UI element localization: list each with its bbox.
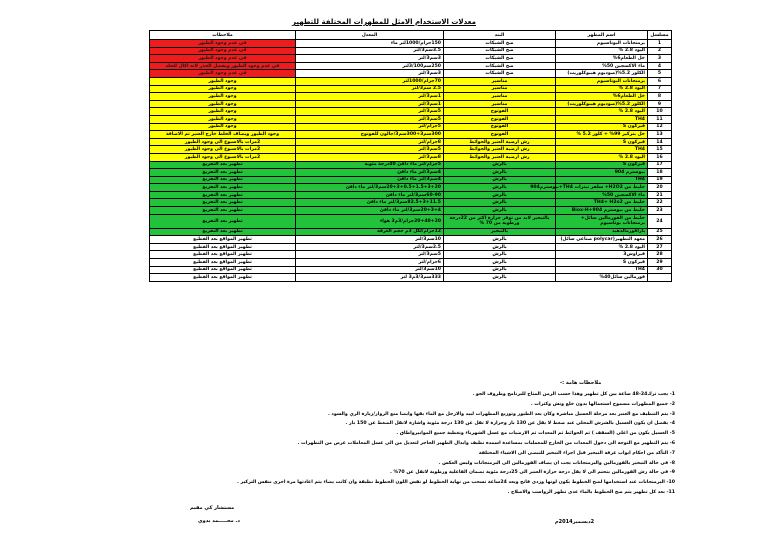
- note-item: 1- يجب ترك24-48 ساعة بين كل تطهير وهذا حسب الزمن المتاح للبرنامج وظروف الجو .: [472, 392, 675, 397]
- table-row: [150, 259, 672, 267]
- table-row: [150, 207, 672, 215]
- row-rate: 3سم3/لتر: [296, 55, 444, 63]
- row-disinfectant-name: TH4: [556, 266, 648, 274]
- document-date: 2ديسمبر2014م: [555, 519, 595, 525]
- row-item: بالرش: [444, 161, 556, 169]
- row-rate: 2.5سم3/لتر: [296, 243, 444, 251]
- row-number: 11: [648, 115, 672, 123]
- row-number: 1: [648, 40, 672, 48]
- row-item: بالرش: [444, 259, 556, 267]
- row-rate: 250سم3/100لتر: [296, 62, 444, 70]
- table-row: [150, 228, 672, 236]
- row-note: تطهير بعد التفريغ: [150, 169, 296, 177]
- row-note: تطهير بعد التفريغ: [150, 161, 296, 169]
- row-disinfectant-name: TH4: [556, 176, 648, 184]
- row-rate: 333سم3/3م3 لتر: [296, 274, 444, 282]
- row-item: رش ارضية العنبر والحوائط: [444, 153, 556, 161]
- row-item: ضخ الشبكات: [444, 70, 556, 78]
- row-item: مناسير: [444, 77, 556, 85]
- row-number: 18: [648, 169, 672, 177]
- row-disinfectant-name: ماء الاكسجين 50%: [556, 191, 648, 199]
- row-disinfectant-name: خل الطعام6%: [556, 93, 648, 101]
- row-disinfectant-name: اليود 2.8 %: [556, 85, 648, 93]
- row-rate: 12جرام/لكل 3م حجم الغرفة: [296, 228, 444, 236]
- signature-name: مستشار كي مقيم: [190, 505, 235, 511]
- row-number: 8: [648, 93, 672, 101]
- row-number: 13: [648, 131, 672, 139]
- row-rate: 10سم3/لتر: [296, 236, 444, 244]
- table-row: [150, 108, 672, 116]
- row-disinfectant-name: خليط من H2O2+ سلفر نيترات TH4+بيوسترم904: [556, 184, 648, 192]
- row-disinfectant-name: خل بتركيز 99% + كلور 5.2 %: [556, 131, 648, 139]
- row-item: بالرش: [444, 207, 556, 215]
- header-notes: ملاحظات: [150, 31, 296, 40]
- row-disinfectant-name: اليود 2.8 %: [556, 108, 648, 116]
- row-item: بالتبخير لابد من توفر حرارة اكثر من 22درجة ورطوبة من 70 %: [444, 214, 556, 228]
- table-row: [150, 266, 672, 274]
- row-note: وجود الطيور: [150, 85, 296, 93]
- table-row: [150, 131, 672, 139]
- table-row: [150, 70, 672, 78]
- row-note: تطهير بعد التفريغ: [150, 207, 296, 215]
- row-disinfectant-name: معهد التطهير(polycar صناعي سائل): [556, 236, 648, 244]
- table-header-row: [150, 31, 672, 40]
- row-rate: 5سم3/لتر: [296, 108, 444, 116]
- row-disinfectant-name: اليود 2.8 %: [556, 47, 648, 55]
- note-item: 6- يتم التطهير مع التوجه الى دخول المعدات من الخارج للمعملبات بمساعدة اسمدة نظيف وابدال الطهير الحاجز لتعديل من الى غسل المعاملات غرض من التطهرات .: [297, 440, 675, 446]
- row-rate: 3سم3/لتر: [296, 70, 444, 78]
- row-note: في عدم وجود الطيور ويفضل الحذر لانه اكال للجلد: [150, 62, 296, 70]
- row-number: 22: [648, 199, 672, 207]
- row-disinfectant-name: ماء الاكسجين 50%: [556, 62, 648, 70]
- row-disinfectant-name: فيركون S: [556, 123, 648, 131]
- row-note: في عدم وجود الطيور: [150, 47, 296, 55]
- row-rate: 150جرام/1000لتر ماء: [296, 40, 444, 48]
- row-rate: 4سم3/لتر ماء دافئ: [296, 169, 444, 177]
- table-row: [150, 251, 672, 259]
- row-number: 6: [648, 77, 672, 85]
- row-note: في عدم وجود الطيور: [150, 55, 296, 63]
- row-rate: 2.5 سم3/لتر: [296, 85, 444, 93]
- row-item: مناسير: [444, 100, 556, 108]
- row-note: وجود الطيور: [150, 100, 296, 108]
- row-item: رش ارضية العنبر والحوائط: [444, 146, 556, 154]
- row-item: بالرش: [444, 169, 556, 177]
- table-row: [150, 100, 672, 108]
- row-number: 30: [648, 266, 672, 274]
- row-note: 2مرات بالاسبوع الى وجود الطيور: [150, 138, 296, 146]
- table-row: [150, 169, 672, 177]
- row-disinfectant-name: فورمالين سائل40%: [556, 274, 648, 282]
- table-row: [150, 47, 672, 55]
- row-item: ضخ الشبكات: [444, 40, 556, 48]
- row-note: تطهير المواقع بعد القطيع: [150, 251, 296, 259]
- row-item: ضخ الشبكات: [444, 62, 556, 70]
- note-item: 9- في حالة رش الفورمالين يتحتم الى لا يقل درجة حرارة العنبر الى 25درجة مئوية تضمان الفاعلية ورطوبة لاتقل عن 70% .: [390, 470, 675, 476]
- header-name: اسم المطهر: [556, 31, 648, 40]
- note-item: 8- في حالة التبخير بالفورمالين والبرمنجانات يجب ان يضاف الفورمالين الى البرمنجانات وليس العكس .: [438, 460, 675, 466]
- row-number: 19: [648, 176, 672, 184]
- header-item: البند: [444, 31, 556, 40]
- row-item: بالرش: [444, 236, 556, 244]
- table-row: [150, 115, 672, 123]
- table-row: [150, 62, 672, 70]
- row-rate: 10سم3/لتر: [296, 266, 444, 274]
- row-note: وجود الطيور: [150, 123, 296, 131]
- table-row: [150, 77, 672, 85]
- note-item: 11- بعد كل تطهير يتم ضخ الخطوط بالماء عدى تطهر الرواسب والاصلاح .: [507, 489, 675, 495]
- row-number: 20: [648, 184, 672, 192]
- row-item: بالرش: [444, 199, 556, 207]
- row-item: بالرش: [444, 251, 556, 259]
- note-item: 10- البرمنجانات عند استخدامها لضخ الخطوط يكون لونها وردى فاتح وبعد 24ساعة تسحب من نهاية الخطوط لو نفس اللون الخطوط نظيفة وان كانت يضاء يتم اعادتها مرة اخرى بنفس التركيز .: [237, 480, 675, 486]
- row-number: 14: [648, 138, 672, 146]
- row-disinfectant-name: اليود 2.8 %: [556, 153, 648, 161]
- table-row: [150, 40, 672, 48]
- table-row: [150, 184, 672, 192]
- table-row: [150, 176, 672, 184]
- row-note: تطهير المواقع بعد القطيع: [150, 259, 296, 267]
- row-number: [648, 274, 672, 282]
- note-item: 2- جميع المطهرات مسموح استعمالها بدون خلع ونش وكثرات .: [530, 401, 675, 407]
- table-row: [150, 236, 672, 244]
- table-row: [150, 55, 672, 63]
- table-row: [150, 93, 672, 101]
- row-disinfectant-name: خليط من TH4+ H2o2: [556, 199, 648, 207]
- table-row: [150, 274, 672, 282]
- row-number: 17: [648, 161, 672, 169]
- table-row: [150, 191, 672, 199]
- row-rate: 60-90سم3/لتر ماء دافئ: [296, 191, 444, 199]
- table-row: [150, 153, 672, 161]
- row-rate: 300سم3+300سم3/جالون للفوتوج: [296, 131, 444, 139]
- row-disinfectant-name: بارافورمالدهيد: [556, 228, 648, 236]
- row-note: تطهير بعد التفريغ: [150, 228, 296, 236]
- row-note: تطهير بعد التفريغ: [150, 199, 296, 207]
- row-note: تطهير بعد التفريغ: [150, 184, 296, 192]
- notes-list: [120, 390, 675, 498]
- note-item: 3- يتم التنظيف مع العنبر بعد مرحلة الغسيل مباشرة وكان بعد الطيور وتوزيع المطهرات لبيد والارجل مع الماء بقها وايضا منع الزوار/زيارة الزي والسود .: [328, 411, 675, 417]
- row-number: 27: [648, 243, 672, 251]
- row-number: 21: [648, 191, 672, 199]
- row-disinfectant-name: فيركون S: [556, 138, 648, 146]
- row-item: بالرش: [444, 266, 556, 274]
- row-item: الفوتوج: [444, 123, 556, 131]
- row-note: 2مرات بالاسبوع الى وجود الطيور: [150, 153, 296, 161]
- row-rate: 8سم3/لتر: [296, 153, 444, 161]
- row-number: 25: [648, 228, 672, 236]
- row-disinfectant-name: اليود 2.8 %: [556, 243, 648, 251]
- row-number: 7: [648, 85, 672, 93]
- row-number: 24: [648, 214, 672, 228]
- table-row: [150, 123, 672, 131]
- table-row: [150, 138, 672, 146]
- table-row: [150, 199, 672, 207]
- row-rate: 4سم3/لتر ماء دافئ: [296, 176, 444, 184]
- row-rate: 82.5+3+11.5سم3/لتر ماء دافئ: [296, 199, 444, 207]
- row-item: بالرش: [444, 243, 556, 251]
- row-item: بالتبخير: [444, 228, 556, 236]
- row-number: 2: [648, 47, 672, 55]
- row-number: 26: [648, 236, 672, 244]
- row-rate: 20+40+20جرام/3م3 هواء: [296, 214, 444, 228]
- row-note: وجود الطيور: [150, 77, 296, 85]
- row-item: رش ارضية العنبر والحوائط: [444, 138, 556, 146]
- row-rate: 5سم3/لتر: [296, 146, 444, 154]
- table-row: [150, 243, 672, 251]
- row-note: وجود الطيور: [150, 115, 296, 123]
- row-rate: 5سم3/لتر: [296, 251, 444, 259]
- row-item: بالرش: [444, 274, 556, 282]
- row-disinfectant-name: الكلور 5.2%(صوديوم هيبوكلوريت): [556, 100, 648, 108]
- row-rate: 20+3+0.5+1.5+3+20سم3/لتر ماء دافئ: [296, 184, 444, 192]
- row-disinfectant-name: بيوسترم 904: [556, 169, 648, 177]
- row-note: في عدم وجود الطيور: [150, 70, 296, 78]
- row-item: بالرش: [444, 176, 556, 184]
- row-number: 29: [648, 259, 672, 267]
- row-disinfectant-name: فيراوس3: [556, 251, 648, 259]
- row-rate: 5سم3/لتر: [296, 115, 444, 123]
- row-disinfectant-name: TH4: [556, 115, 648, 123]
- header-no: مسلسل: [648, 31, 672, 40]
- row-item: الفوتوج: [444, 108, 556, 116]
- row-note: تطهير بعد التفريغ: [150, 214, 296, 228]
- row-disinfectant-name: فيركون S: [556, 161, 648, 169]
- row-number: 23: [648, 207, 672, 215]
- row-item: ضخ الشبكات: [444, 47, 556, 55]
- disinfectant-rates-table: [149, 30, 672, 282]
- document-title: معدلات الاستخدام الامثل للمطهرات المختلفة للتطهير: [292, 18, 476, 26]
- row-rate: 1سم3/لتر: [296, 93, 444, 101]
- row-disinfectant-name: برمنجانات البوتاسيوم: [556, 40, 648, 48]
- row-number: 3: [648, 55, 672, 63]
- row-rate: 1سم3/لتر: [296, 100, 444, 108]
- row-note: تطهير بعد التفريغ: [150, 191, 296, 199]
- row-item: ضخ الشبكات: [444, 55, 556, 63]
- table-row: [150, 85, 672, 93]
- row-note: تطهير بعد التفريغ: [150, 176, 296, 184]
- row-disinfectant-name: الكلور 5.2%(صوديوم هيبوكلوريت): [556, 70, 648, 78]
- row-number: 12: [648, 123, 672, 131]
- table-row: [150, 146, 672, 154]
- table-body: [150, 40, 672, 282]
- note-item: 5- الغسيل يكون من اعلى (السقف ) ثم الحوائط ثم المعدات ثم الارضيات مع غسل الشهرباء وتغطية جميع الموابيرواطاق .: [396, 431, 675, 437]
- table-row: [150, 161, 672, 169]
- row-number: 10: [648, 108, 672, 116]
- row-disinfectant-name: فيركون S: [556, 259, 648, 267]
- row-rate: 8جرام/لتر: [296, 138, 444, 146]
- row-disinfectant-name: خليط من بيوسترم Biox-H+904: [556, 207, 648, 215]
- row-note: وجود الطيور ويضاف الخلط خارج العنبر ثم الاضافة: [150, 131, 296, 139]
- row-number: 28: [648, 251, 672, 259]
- row-note: تطهير المواقع بعد القطيع: [150, 236, 296, 244]
- row-number: 5: [648, 70, 672, 78]
- row-note: تطهير المواقع بعد القطيع: [150, 266, 296, 274]
- notes-title: ملاحظات هامة :-: [560, 380, 602, 386]
- row-rate: 70جرام/1000لتر: [296, 77, 444, 85]
- row-item: مناسير: [444, 93, 556, 101]
- row-number: 16: [648, 153, 672, 161]
- row-note: وجود الطيور: [150, 93, 296, 101]
- signature-title: د. محـــــمد بدوي: [198, 518, 240, 524]
- row-item: مناسير: [444, 85, 556, 93]
- row-disinfectant-name: خل الطعام6%: [556, 55, 648, 63]
- row-rate: 20+3+4سم3/لتر ماء دافئ: [296, 207, 444, 215]
- header-rate: المعدل: [296, 31, 444, 40]
- row-rate: 3.5سم3/لتر: [296, 47, 444, 55]
- row-item: بالرش: [444, 184, 556, 192]
- row-rate: 5جرام/لتر ماء دافئ 40درجة مئوية: [296, 161, 444, 169]
- row-disinfectant-name: TH4: [556, 146, 648, 154]
- row-item: الفوتوج: [444, 115, 556, 123]
- table-row: [150, 214, 672, 228]
- row-disinfectant-name: برمنجانات البوتاسيوم: [556, 77, 648, 85]
- row-rate: 6جرام/لتر: [296, 259, 444, 267]
- note-item: 7- التأكد من احكام ابواب غرفة التبخير قبل اجراء التبخير للتبضى الى الاشياء المختلفة: [478, 450, 675, 456]
- row-note: وجود الطيور: [150, 108, 296, 116]
- row-note: في عدم وجود الطيور: [150, 40, 296, 48]
- row-number: 15: [648, 146, 672, 154]
- row-item: بالرش: [444, 191, 556, 199]
- row-note: تطهير المواقع بعد القطيع: [150, 274, 296, 282]
- note-item: 4- يفضل ان يكون الغسيل بالشرش المحلي عند ضغط لا يقل عن 130 بار وحرارة لا تقل عن 130 درجة مئوية واشارة لانقل الضغط عن 150 بار .: [345, 421, 675, 427]
- row-number: 4: [648, 62, 672, 70]
- row-rate: 5جرام/لتر: [296, 123, 444, 131]
- row-item: الفوتوج: [444, 131, 556, 139]
- row-number: 9: [648, 100, 672, 108]
- row-note: تطهير المواقع بعد القطيع: [150, 243, 296, 251]
- row-disinfectant-name: خليط من الفورمالين سائل+ برمنجانات بوتاسيوم: [556, 214, 648, 228]
- row-note: 2مرات بالاسبوع الى وجود الطيور: [150, 146, 296, 154]
